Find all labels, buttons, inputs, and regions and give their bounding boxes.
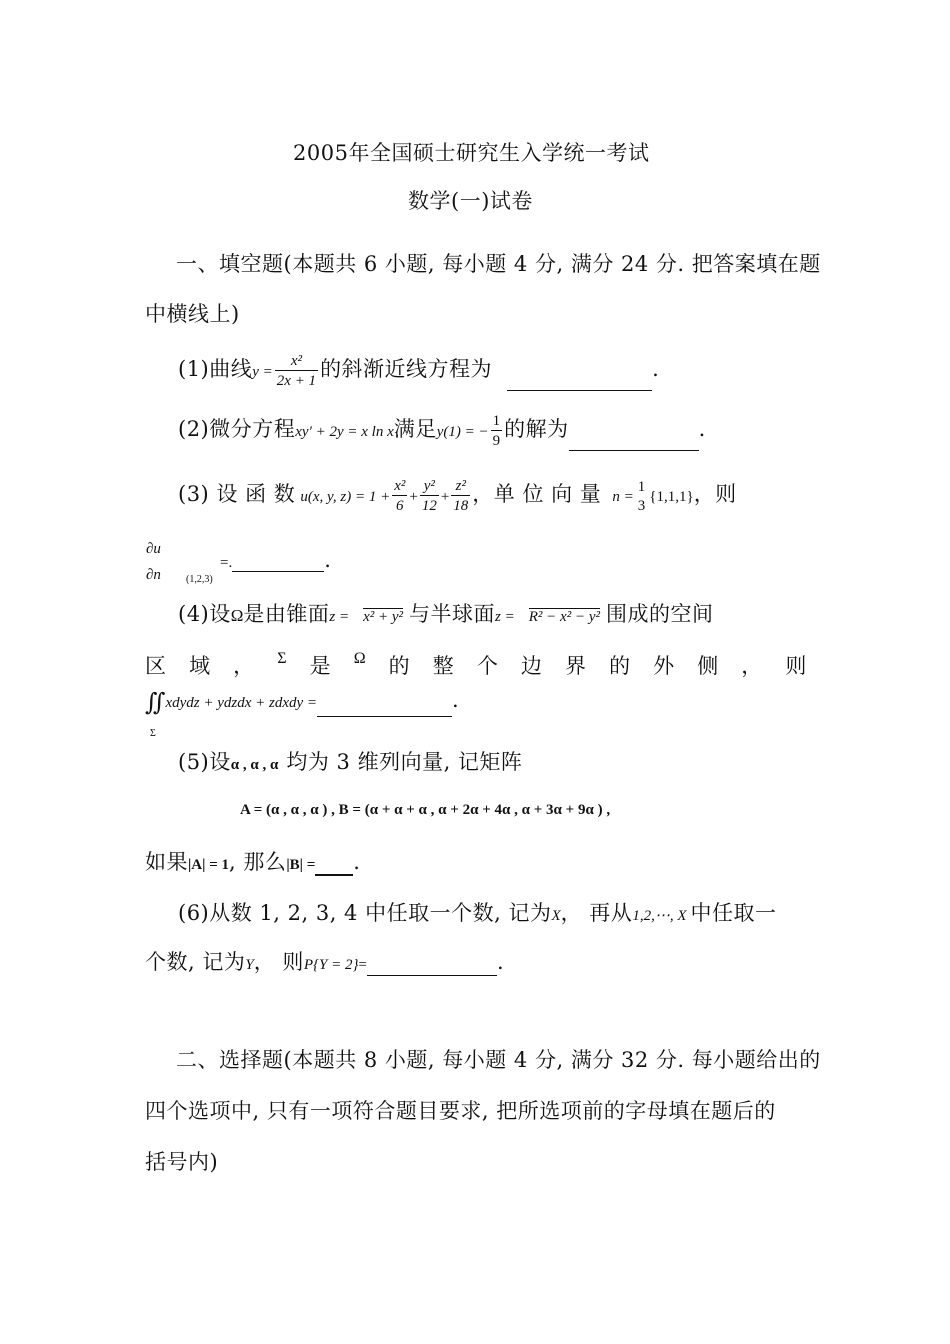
q3-frac-x: $\frac{\text{x²}}{6}$ [394, 478, 406, 514]
q6-range: 1,2,⋯, X [632, 908, 687, 924]
q2-equation: xy′ + 2y = x ln x [295, 424, 394, 440]
q3-unit-vector: n = [612, 489, 634, 505]
q2-label: (2)微分方程 [178, 417, 296, 441]
q3-frac-y: $\frac{\text{y²}}{12}$ [421, 478, 437, 514]
q5-line3: 如果|A| = 1, 那么|B| = . [145, 850, 361, 874]
q2-condition: y(1) = − [436, 424, 489, 440]
section2-line2: 四个选项中, 只有一项符合题目要求, 把所选项前的字母填在题后的 [145, 1099, 776, 1123]
q1-text: 的斜渐近线方程为 [320, 357, 493, 381]
section1-heading-line1: 一、填空题(本题共 6 小题, 每小题 4 分, 满分 24 分. 把答案填在题 [176, 252, 821, 276]
q2-fraction: $\frac{1}{9}$ [492, 413, 501, 449]
question-5: (5)设α , α , α 均为 3 维列向量, 记矩阵 [178, 750, 523, 774]
q2-answer-blank[interactable] [569, 432, 699, 451]
question-3: (3) 设 函 数 u(x, y, z) = 1 + $\frac{\text{x²}}{6}$ + $\frac{\text{y²}}{12}$ + $\frac{\text{z²}}{18}$ ，单 位 向 量 n = 1 3 {1,1,1}，则 [178, 478, 737, 514]
question-1: (1)曲线y = $\frac{\text{x²}}{2x + 1}$ 的斜渐近线方程为 . [178, 353, 660, 389]
q6-line2: 个数, 记为Y， 则P{Y = 2}= . [145, 950, 505, 974]
question-4: (4)设Ω是由锥面z = x² + y² 与半球面z = R² − x² − y² 围成的空间 [178, 602, 714, 626]
q3-answer-line: =. . [220, 548, 332, 572]
q3-partial-u: ∂u [146, 541, 161, 557]
question-6: (6)从数 1, 2, 3, 4 中任取一个数, 记为X， 再从1,2,⋯, X 中任取一 [178, 901, 777, 925]
q4-line2: 区 域 ， Σ 是 Ω 的 整 个 边 界 的 外 侧 ， 则 [145, 650, 807, 678]
q5-alphas: α , α , α [230, 757, 279, 773]
q5-matrices: A = (α , α , α ) , B = (α + α + α , α + 2α + 4α , α + 3α + 9α ) , [240, 802, 611, 818]
q3-answer-blank[interactable] [232, 555, 324, 572]
section1-heading-line2: 中横线上) [145, 302, 240, 326]
q3-frac-coef: 1 3 [637, 478, 646, 514]
question-2: (2)微分方程xy′ + 2y = x ln x满足y(1) = − $\frac{1}{9}$ 的解为 . [178, 413, 706, 449]
page-subtitle: 数学(一)试卷 [408, 189, 533, 213]
q3-partial-n: ∂n [146, 567, 161, 583]
q1-answer-blank[interactable] [507, 372, 652, 391]
q4-cone-root: x² + y² [363, 609, 404, 625]
q1-y: y = [252, 364, 273, 380]
q1-fraction: $\frac{\text{x²}}{2x + 1}$ [276, 353, 317, 389]
q5-detB: |B| = [286, 857, 316, 873]
q3-frac-z: $\frac{\text{z²}}{18}$ [453, 478, 469, 514]
q5-answer-blank[interactable] [315, 856, 353, 876]
q3-point: (1,2,3) [186, 574, 213, 585]
section2-line3: 括号内) [145, 1150, 219, 1174]
section2-line1: 二、选择题(本题共 8 小题, 每小题 4 分, 满分 32 分. 每小题给出的 [176, 1048, 821, 1072]
q4-label: (4)设 [178, 602, 231, 626]
q4-sphere-root: R² − x² − y² [528, 609, 600, 625]
q4-answer-blank[interactable] [317, 700, 452, 717]
q4-sigma-sub: Σ [150, 728, 156, 739]
q1-label: (1)曲线 [178, 357, 253, 381]
q5-detA: |A| = 1 [188, 857, 229, 873]
q6-probability: P{Y = 2} [303, 957, 359, 973]
q3-function: u(x, y, z) = 1 + [300, 489, 391, 505]
q6-label: (6)从数 1, 2, 3, 4 中任取一个数, 记为 [178, 901, 552, 925]
q5-label: (5)设 [178, 750, 231, 774]
q3-label: (3) 设 函 数 [178, 482, 296, 506]
q4-double-integral: ∬ [145, 690, 166, 716]
page-title: 2005年全国硕士研究生入学统一考试 [293, 141, 650, 165]
q4-integral-line: ∬xdydz + ydzdx + zdxdy = . [145, 688, 460, 716]
q6-answer-blank[interactable] [367, 959, 497, 976]
q4-integrand: xdydz + ydzdx + zdxdy = [165, 695, 318, 711]
